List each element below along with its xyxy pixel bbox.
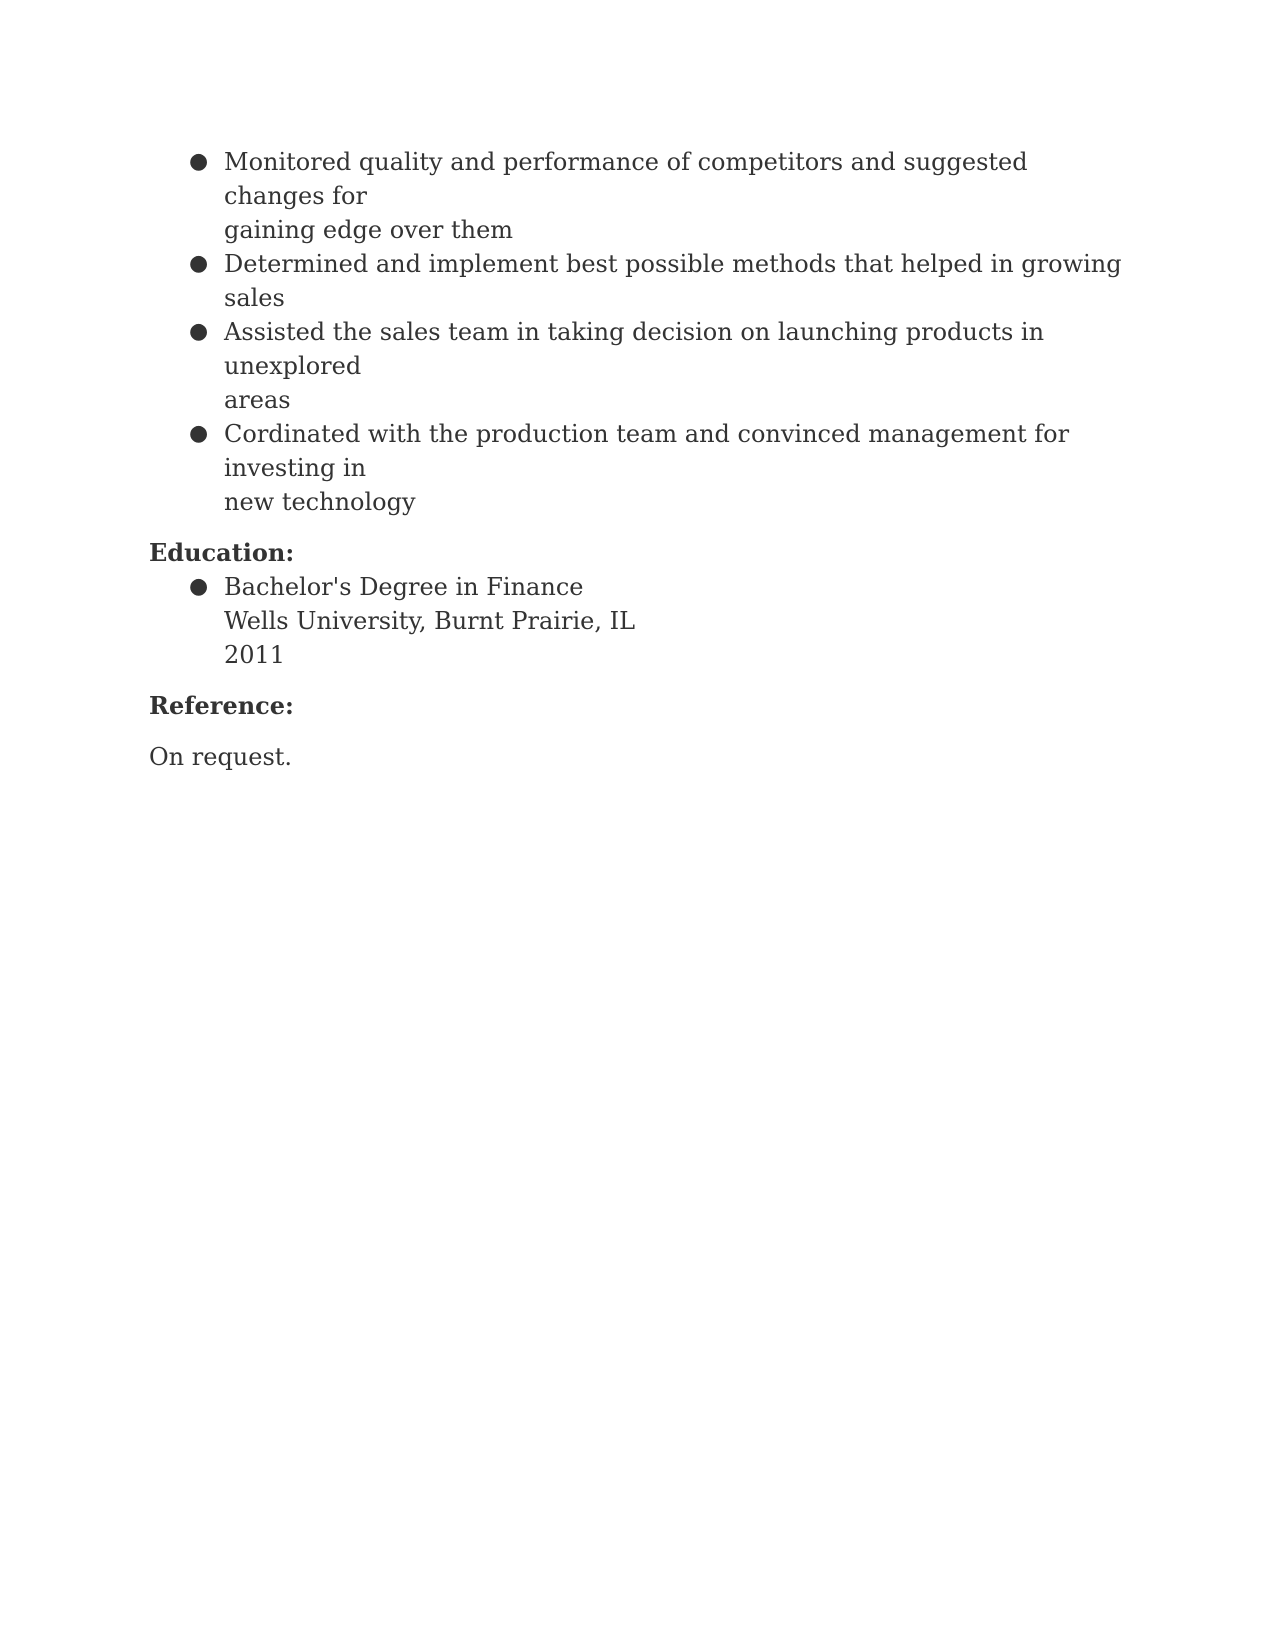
bullet-text-line: Assisted the sales team in taking decision on launching products in unexplored <box>224 318 1045 380</box>
experience-bullet-list <box>149 145 1129 519</box>
education-school: Wells University, Burnt Prairie, IL <box>224 607 635 635</box>
bullet-text-line: areas <box>224 386 291 414</box>
experience-bullet-item <box>149 247 1129 315</box>
reference-heading: Reference: <box>149 691 294 720</box>
education-heading: Education: <box>149 538 295 567</box>
bullet-text-line: new technology <box>224 488 416 516</box>
resume-content <box>149 145 1129 774</box>
bullet-icon: ● <box>189 149 209 174</box>
reference-text: On request. <box>149 743 293 771</box>
bullet-icon: ● <box>189 421 209 446</box>
bullet-text-line: gaining edge over them <box>224 216 514 244</box>
education-degree: Bachelor's Degree in Finance <box>224 573 584 601</box>
bullet-icon: ● <box>189 574 209 599</box>
experience-bullet-item <box>149 145 1129 247</box>
experience-bullet-item <box>149 315 1129 417</box>
bullet-text-line: Monitored quality and performance of competitors and suggested changes for <box>224 148 1028 210</box>
education-year: 2011 <box>224 641 286 669</box>
experience-bullet-item <box>149 417 1129 519</box>
bullet-text-line: Determined and implement best possible methods that helped in growing sales <box>224 250 1122 312</box>
bullet-text-line: Cordinated with the production team and convinced management for investing in <box>224 420 1070 482</box>
bullet-icon: ● <box>189 319 209 344</box>
education-bullet-item <box>149 570 1129 672</box>
education-bullet-list <box>149 570 1129 672</box>
bullet-icon: ● <box>189 251 209 276</box>
